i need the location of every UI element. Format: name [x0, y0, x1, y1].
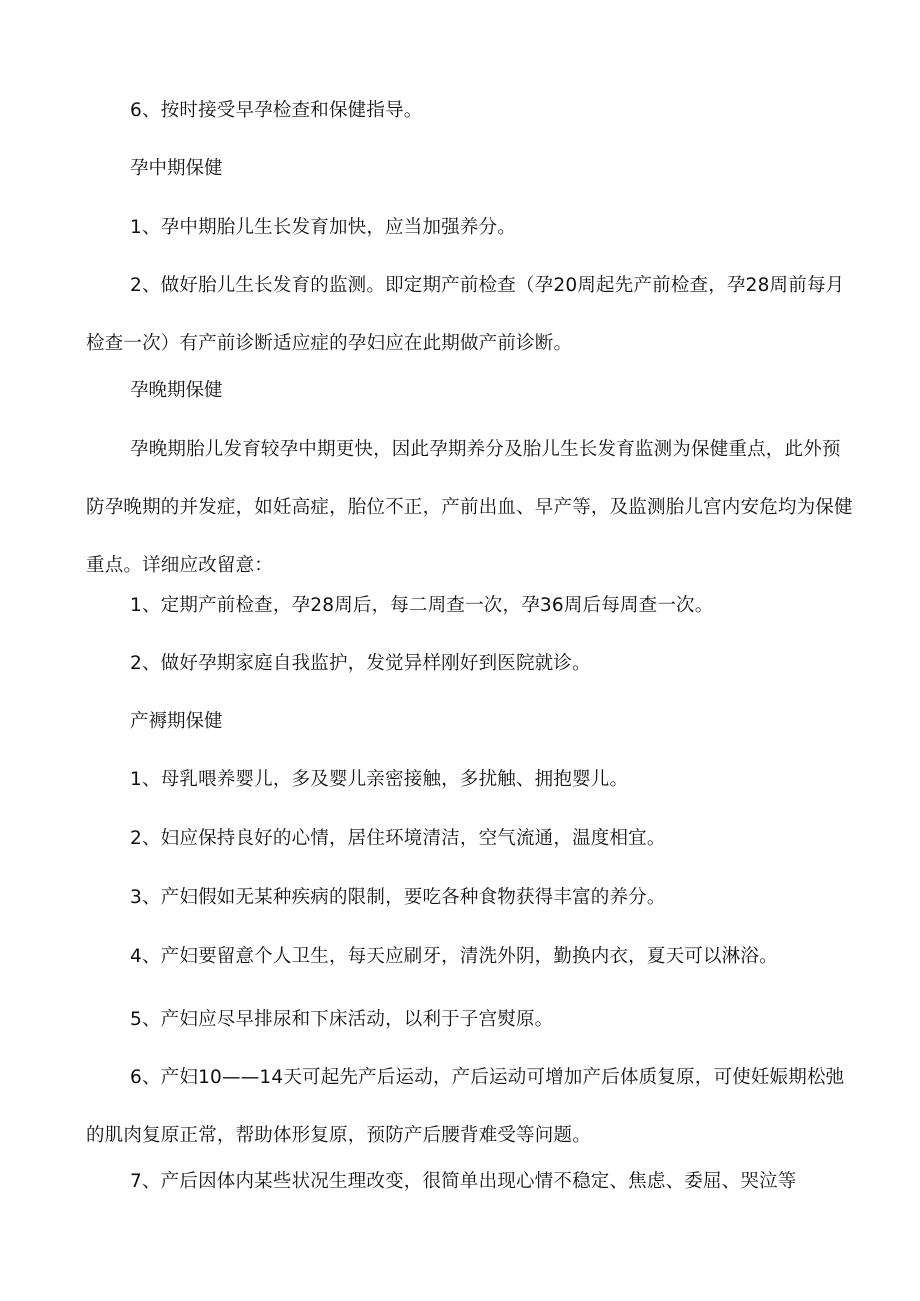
paragraph-mid-nutrition: 1、孕中期胎儿生长发育加快，应当加强养分。 — [130, 217, 516, 238]
paragraph-late-overview: 孕晚期胎儿发育较孕中期更快，因此孕期养分及胎儿生长发育监测为保健重点，此外预防孕晚期的并发症，如妊高症，胎位不正，产前出血、早产等，及监测胎儿宫内安危均为保健重点。详细应改留意： — [86, 439, 853, 576]
paragraph-early-checkup: 6、按时接受早孕检查和保健指导。 — [130, 100, 423, 121]
paragraph-postpartum-mood-environment: 2、妇应保持良好的心情，居住环境清洁，空气流通，温度相宜。 — [130, 828, 666, 849]
paragraph-postpartum-emotions: 7、产后因体内某些状况生理改变，很简单出现心情不稳定、焦虑、委屈、哭泣等 — [130, 1171, 797, 1192]
paragraph-postpartum-activity: 5、产妇应尽早排尿和下床活动，以利于子宫熨原。 — [130, 1009, 554, 1030]
paragraph-mid-monitoring: 2、做好胎儿生长发育的监测。即定期产前检查（孕20周起先产前检查，孕28周前每月检查一次）有产前诊断适应症的孕妇应在此期做产前诊断。 — [86, 275, 845, 354]
paragraph-postpartum-breastfeeding: 1、母乳喂养婴儿，多及婴儿亲密接触，多扰触、拥抱婴儿。 — [130, 769, 629, 790]
paragraph-late-checkup: 1、定期产前检查，孕28周后，每二周查一次，孕36周后每周查一次。 — [130, 595, 714, 616]
section-heading-mid-pregnancy: 孕中期保健 — [130, 158, 223, 179]
paragraph-postpartum-hygiene: 4、产妇要留意个人卫生，每天应刷牙，清洗外阴，勤换内衣，夏天可以淋浴。 — [130, 946, 778, 967]
paragraph-postpartum-diet: 3、产妇假如无某种疾病的限制，要吃各种食物获得丰富的养分。 — [130, 887, 666, 908]
paragraph-postpartum-exercise: 6、产妇10——14天可起先产后运动，产后运动可增加产后体质复原，可使妊娠期松弛的肌肉复原正常，帮助体形复原，预防产后腰背难受等问题。 — [86, 1067, 845, 1146]
paragraph-late-home-monitoring: 2、做好孕期家庭自我监护，发觉异样刚好到医院就诊。 — [130, 653, 591, 674]
section-heading-late-pregnancy: 孕晚期保健 — [130, 380, 223, 401]
section-heading-postpartum: 产褥期保健 — [130, 711, 223, 732]
